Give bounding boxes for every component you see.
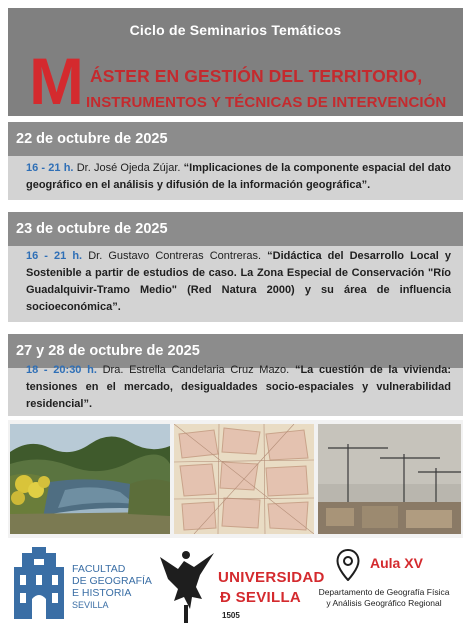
faculty-name-line-3: E HISTORIA: [72, 587, 132, 599]
room-label: Aula XV: [370, 555, 423, 571]
department-name-line-1: Departamento de Geografía Física: [318, 587, 450, 597]
series-title: Ciclo de Seminarios Temáticos: [129, 22, 342, 38]
session-block-2: [8, 212, 463, 322]
session-time: 18 - 20:30 h.: [26, 364, 97, 376]
session-speaker: Dra. Estrella Candelaria Cruz Mazo.: [102, 364, 290, 376]
session-talk-title: “Didáctica del Desarrollo Local y Sostenible a partir de estudios de caso. La Zona Especial de Conservación "Río Guadalquivir-Tramo Medio" (Red Natura 2000) y su área de influencia socioeconómica”.: [26, 250, 452, 313]
university-name-line-2: Ð SEVILLA: [220, 589, 302, 606]
session-time: 16 - 21 h.: [26, 162, 74, 174]
session-date: 27 y 28 de octubre de 2025: [16, 343, 200, 359]
faculty-name-line-2: DE GEOGRAFÍA: [72, 575, 152, 587]
department-name-line-2: y Análisis Geográfico Regional: [326, 598, 442, 608]
session-speaker: Dr. José Ojeda Zújar.: [76, 162, 181, 174]
session-speaker: Dr. Gustavo Contreras Contreras.: [88, 250, 262, 262]
session-description: [26, 248, 451, 316]
header-banner: [8, 8, 463, 116]
session-block-3: [8, 334, 463, 416]
faculty-building-icon: [10, 547, 68, 623]
session-date: 23 de octubre de 2025: [16, 221, 168, 237]
historic-map-photo: [174, 424, 314, 534]
title-initial-letter: M: [29, 44, 84, 118]
session-date-bar: [8, 212, 463, 246]
session-talk-title: “Implicaciones de la componente espacial del dato geográfico en el análisis y difusión de la información geográfica”.: [26, 162, 452, 191]
footer: [8, 541, 463, 633]
master-title-line-2: INSTRUMENTOS Y TÉCNICAS DE INTERVENCIÓN: [86, 94, 447, 111]
university-name-line-1: UNIVERSIDAD: [218, 569, 325, 586]
session-date-bar: [8, 122, 463, 156]
session-time: 16 - 21 h.: [26, 250, 83, 262]
faculty-name-line-1: FACULTAD: [72, 563, 126, 575]
master-title-line-1: ÁSTER EN GESTIÓN DEL TERRITORIO,: [90, 66, 423, 86]
session-description: [26, 160, 451, 194]
location-pin-icon: [336, 549, 360, 581]
photo-strip: [8, 420, 463, 538]
construction-cranes-photo: [318, 424, 461, 534]
river-landscape-photo: [10, 424, 170, 534]
university-founding-year: 1505: [222, 611, 240, 620]
faculty-city: SEVILLA: [72, 600, 109, 610]
session-talk-title: “La cuestión de la vivienda: tensiones en el mercado, desigualdades socio-espaciales y vulnerabilidad residencial”.: [26, 364, 451, 410]
session-block-1: [8, 122, 463, 200]
department-name: [304, 587, 464, 609]
session-date: 22 de octubre de 2025: [16, 131, 168, 147]
session-description: [26, 362, 451, 413]
university-seal-icon: [154, 547, 220, 627]
